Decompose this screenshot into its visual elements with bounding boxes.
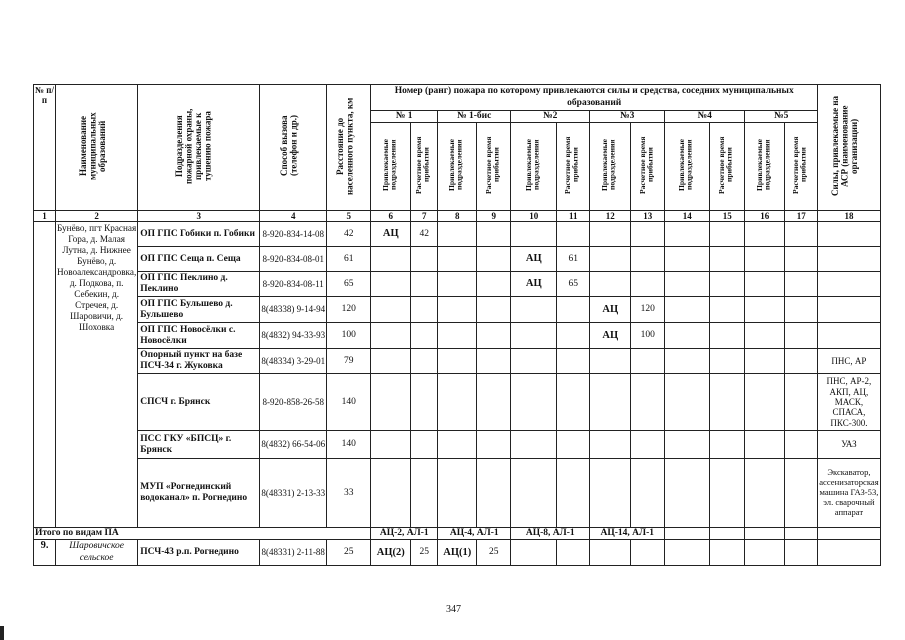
rank5-time: [785, 459, 818, 528]
subheader-time: [411, 123, 438, 211]
col-number: 3: [138, 211, 260, 222]
rank-1bis-header: № 1-бис: [438, 111, 511, 123]
subheader-units-label: Привлекаемые подразделения: [754, 138, 772, 191]
rank4-unit: [665, 459, 710, 528]
rank5-unit: [745, 272, 785, 297]
rank2-unit: [511, 323, 557, 349]
rank4-unit: [665, 540, 710, 566]
rank4-time: [710, 374, 745, 431]
rank3-time: [631, 540, 665, 566]
rank1bis-unit: АЦ(1): [438, 540, 477, 566]
rank3-unit: [590, 431, 631, 459]
subheader-time: [557, 123, 590, 211]
subheader-time-label: Расчетное время прибытия: [717, 135, 734, 194]
subheader-time: [477, 123, 511, 211]
header-call-cell: [260, 85, 327, 211]
row-num-empty: [34, 222, 56, 528]
subheader-units-label: Привлекаемые подразделения: [380, 138, 398, 191]
rank1bis-unit: [438, 459, 477, 528]
rank1-unit: [371, 323, 411, 349]
rank1bis-time: [477, 222, 511, 247]
rank4-unit: [665, 297, 710, 323]
asr-forces: [818, 222, 880, 247]
column-numbers-row: [34, 211, 881, 222]
subheader-units-label: Привлекаемые подразделения: [677, 138, 694, 191]
rank1bis-time: [477, 323, 511, 349]
row-number: 9.: [34, 540, 56, 566]
subheader-time-label: Расчетное время прибытия: [791, 135, 808, 194]
header-subdivision: Подразделения пожарной охраны, привлекаемые к тушению пожара: [173, 108, 213, 184]
asr-forces: [818, 323, 880, 349]
rank5-time: [785, 272, 818, 297]
table-row: [34, 431, 881, 459]
subheader-units: [371, 123, 411, 211]
rank2-unit: [511, 374, 557, 431]
distance: 61: [327, 247, 371, 272]
unit-name: МУП «Рогнединский водоканал» п. Рогнедино: [138, 459, 260, 528]
rank5-time: [785, 323, 818, 349]
rank2-time: [557, 349, 590, 374]
rank2-time: [557, 323, 590, 349]
unit-name: ПСЧ-43 р.п. Рогнедино: [138, 540, 260, 566]
rank1bis-unit: [438, 247, 477, 272]
page-number: 347: [446, 604, 461, 615]
call-phone: 8(48338) 9-14-94: [260, 297, 327, 323]
rank-3-header: №3: [590, 111, 665, 123]
rank2-unit: АЦ: [511, 272, 557, 297]
rank4-time: [710, 297, 745, 323]
subheader-time-label: Расчетное время прибытия: [637, 135, 655, 194]
rank4-time: [710, 323, 745, 349]
rank2-unit: [511, 349, 557, 374]
rank3-time: [631, 272, 665, 297]
rank1bis-time: [477, 272, 511, 297]
table-row: [34, 459, 881, 528]
rank2-unit: [511, 222, 557, 247]
unit-name: Опорный пункт на базе ПСЧ-34 г. Жуковка: [138, 349, 260, 374]
rank4-time: [710, 349, 745, 374]
rank3-unit: [590, 222, 631, 247]
unit-name: ОП ГПС Сеща п. Сеща: [138, 247, 260, 272]
rank1-unit: [371, 374, 411, 431]
rank1-unit: АЦ: [371, 222, 411, 247]
subheader-units: [745, 123, 785, 211]
rank-2-header: №2: [511, 111, 590, 123]
rank4-unit: [665, 374, 710, 431]
rank1bis-unit: [438, 272, 477, 297]
rank3-unit: [590, 247, 631, 272]
col-number: 7: [411, 211, 438, 222]
subheader-units: [590, 123, 631, 211]
total-empty: [710, 528, 745, 540]
col-number: 9: [477, 211, 511, 222]
rank1-time: [411, 431, 438, 459]
subheader-time-label: Расчетное время прибытия: [563, 135, 580, 194]
col-number: 8: [438, 211, 477, 222]
distance: 100: [327, 323, 371, 349]
rank-1-header: № 1: [371, 111, 438, 123]
total-empty: [665, 528, 710, 540]
rank1bis-time: [477, 297, 511, 323]
rank3-time: [631, 374, 665, 431]
subheader-units-label: Привлекаемые подразделения: [447, 138, 464, 191]
rank1-time: [411, 297, 438, 323]
rank2-time: [557, 222, 590, 247]
unit-name: ПСС ГКУ «БПСЦ» г. Брянск: [138, 431, 260, 459]
rank1bis-time: [477, 247, 511, 272]
col-number: 2: [56, 211, 138, 222]
call-phone: 8(4832) 94-33-93: [260, 323, 327, 349]
subheader-units: [511, 123, 557, 211]
rank1bis-unit: [438, 349, 477, 374]
col-number: 16: [745, 211, 785, 222]
rank-4-header: №4: [665, 111, 745, 123]
col-number: 4: [260, 211, 327, 222]
rank1-unit: [371, 431, 411, 459]
header-distance-cell: [327, 85, 371, 211]
subheader-units-label: Привлекаемые подразделения: [600, 138, 617, 191]
rank5-unit: [745, 459, 785, 528]
col-number: 17: [785, 211, 818, 222]
rank3-time: [631, 349, 665, 374]
rank-5-header: №5: [745, 111, 818, 123]
rank1-time: [411, 459, 438, 528]
header-distance: Расстояние до населенного пункта, км: [334, 97, 355, 195]
rank3-unit: [590, 374, 631, 431]
rank1bis-time: [477, 349, 511, 374]
rank1bis-time: [477, 459, 511, 528]
header-call: Способ вызова (телефон и др.): [279, 115, 299, 177]
rank1-unit: [371, 272, 411, 297]
header-subdivision-cell: [138, 85, 260, 211]
col-number: 11: [557, 211, 590, 222]
rank1-time: [411, 349, 438, 374]
subheader-time-label: Расчетное время прибытия: [414, 135, 431, 194]
table-row: [34, 349, 881, 374]
rank5-time: [785, 297, 818, 323]
total-rank3: АЦ-14, АЛ-1: [590, 528, 665, 540]
rank1-time: [411, 272, 438, 297]
rank5-time: [785, 431, 818, 459]
unit-name: ОП ГПС Пеклино д. Пеклино: [138, 272, 260, 297]
table-row: [34, 374, 881, 431]
total-row: [34, 528, 881, 540]
rank4-time: [710, 272, 745, 297]
fire-response-table: [33, 84, 881, 566]
rank5-unit: [745, 540, 785, 566]
rank1-unit: АЦ(2): [371, 540, 411, 566]
rank3-time: 120: [631, 297, 665, 323]
col-number: 1: [34, 211, 56, 222]
asr-forces: [818, 247, 880, 272]
distance: 65: [327, 272, 371, 297]
rank1bis-time: [477, 431, 511, 459]
rank4-time: [710, 431, 745, 459]
subheader-time: [631, 123, 665, 211]
distance: 33: [327, 459, 371, 528]
rank5-time: [785, 349, 818, 374]
subheader-units: [665, 123, 710, 211]
rank5-unit: [745, 323, 785, 349]
rank5-time: [785, 540, 818, 566]
distance: 25: [327, 540, 371, 566]
rank2-time: 61: [557, 247, 590, 272]
rank3-time: [631, 222, 665, 247]
subheader-units-label: Привлекаемые подразделения: [523, 138, 541, 191]
distance: 42: [327, 222, 371, 247]
table-row: [34, 222, 881, 247]
fire-response-table-sheet: [33, 84, 881, 566]
rank2-unit: [511, 431, 557, 459]
rank5-unit: [745, 431, 785, 459]
rank5-unit: [745, 374, 785, 431]
rank4-unit: [665, 247, 710, 272]
col-number: 5: [327, 211, 371, 222]
rank1bis-unit: [438, 323, 477, 349]
rank5-unit: [745, 222, 785, 247]
rank4-unit: [665, 272, 710, 297]
col-number: 18: [818, 211, 880, 222]
rank2-unit: [511, 540, 557, 566]
header-asr-cell: [818, 85, 880, 211]
unit-name: ОП ГПС Гобики п. Гобики: [138, 222, 260, 247]
rank4-time: [710, 222, 745, 247]
table-row: [34, 323, 881, 349]
rank4-unit: [665, 349, 710, 374]
rank2-time: [557, 459, 590, 528]
rank1bis-unit: [438, 431, 477, 459]
distance: 79: [327, 349, 371, 374]
rank2-time: [557, 374, 590, 431]
call-phone: 8-920-858-26-58: [260, 374, 327, 431]
subheader-units: [438, 123, 477, 211]
header-municipality-cell: [56, 85, 138, 211]
table-row: [34, 540, 881, 566]
table-row: [34, 297, 881, 323]
rank1-unit: [371, 297, 411, 323]
rank5-time: [785, 222, 818, 247]
rank1-time: [411, 323, 438, 349]
call-phone: 8-920-834-14-08: [260, 222, 327, 247]
total-rank1bis: АЦ-4, АЛ-1: [438, 528, 511, 540]
rank5-unit: [745, 349, 785, 374]
rank2-unit: [511, 459, 557, 528]
rank3-unit: [590, 540, 631, 566]
rank3-time: [631, 459, 665, 528]
table-row: [34, 272, 881, 297]
rank2-time: [557, 540, 590, 566]
unit-name: ОП ГПС Новосёлки с. Новосёлки: [138, 323, 260, 349]
col-number: 6: [371, 211, 411, 222]
asr-forces: ПНС, АР: [818, 349, 880, 374]
col-number: 10: [511, 211, 557, 222]
municipality-name: Шаровичское сельское: [56, 540, 138, 566]
subheader-time: [710, 123, 745, 211]
call-phone: 8(4832) 66-54-06: [260, 431, 327, 459]
rank1-time: 25: [411, 540, 438, 566]
rank5-time: [785, 247, 818, 272]
rank2-unit: [511, 297, 557, 323]
call-phone: 8-920-834-08-01: [260, 247, 327, 272]
municipality-list: Бунёво, пгт Красная Гора, д. Малая Лутна, д. Нижнее Бунёво, д. Новоалександровка, д. Подкова, п. Себекин, д. Стречея, д. Шаровичи, д. Шоховка: [56, 222, 138, 528]
rank2-time: [557, 297, 590, 323]
rank1-unit: [371, 349, 411, 374]
rank1-unit: [371, 459, 411, 528]
call-phone: 8-920-834-08-11: [260, 272, 327, 297]
scan-edge-mark: [0, 626, 4, 640]
total-empty: [818, 528, 880, 540]
call-phone: 8(48331) 2-13-33: [260, 459, 327, 528]
asr-forces: [818, 272, 880, 297]
rank4-time: [710, 247, 745, 272]
col-number: 12: [590, 211, 631, 222]
distance: 120: [327, 297, 371, 323]
col-number: 14: [665, 211, 710, 222]
rank5-unit: [745, 297, 785, 323]
total-rank2: АЦ-8, АЛ-1: [511, 528, 590, 540]
rank4-unit: [665, 431, 710, 459]
rank1bis-unit: [438, 297, 477, 323]
rank3-unit: [590, 272, 631, 297]
rank1-time: 42: [411, 222, 438, 247]
rank1bis-unit: [438, 374, 477, 431]
call-phone: 8(48334) 3-29-01: [260, 349, 327, 374]
total-empty: [745, 528, 785, 540]
asr-forces: Экскаватор, ассенизаторская машина ГАЗ-53, эл. сварочный аппарат: [818, 459, 880, 528]
call-phone: 8(48331) 2-11-88: [260, 540, 327, 566]
header-num: № п/п: [34, 85, 56, 211]
rank1-time: [411, 374, 438, 431]
header-municipality: Наименование муниципальных образований: [77, 111, 107, 180]
rank1bis-unit: [438, 222, 477, 247]
rank3-unit: АЦ: [590, 297, 631, 323]
rank3-time: [631, 431, 665, 459]
rank4-time: [710, 540, 745, 566]
subheader-time: [785, 123, 818, 211]
rank1bis-time: [477, 374, 511, 431]
total-rank1: АЦ-2, АЛ-1: [371, 528, 438, 540]
rank4-unit: [665, 222, 710, 247]
asr-forces: УАЗ: [818, 431, 880, 459]
asr-forces: [818, 540, 880, 566]
rank3-time: 100: [631, 323, 665, 349]
rank3-unit: [590, 349, 631, 374]
col-number: 13: [631, 211, 665, 222]
table-row: [34, 247, 881, 272]
rank1bis-time: 25: [477, 540, 511, 566]
rank4-unit: [665, 323, 710, 349]
rank5-time: [785, 374, 818, 431]
asr-forces: ПНС, АР-2, АКП, АЦ, МАСК, СПАСА, ПКС-300.: [818, 374, 880, 431]
rank2-time: [557, 431, 590, 459]
unit-name: СПСЧ г. Брянск: [138, 374, 260, 431]
header-fire-rank: Номер (ранг) пожара по которому привлекаются силы и средства, соседних муниципальных образований: [371, 85, 818, 111]
rank3-unit: [590, 459, 631, 528]
distance: 140: [327, 374, 371, 431]
rank4-time: [710, 459, 745, 528]
rank5-unit: [745, 247, 785, 272]
header-asr: Силы, привлекаемые на АСР (наименование организации): [829, 95, 859, 196]
unit-name: ОП ГПС Бульшево д. Бульшево: [138, 297, 260, 323]
col-number: 15: [710, 211, 745, 222]
total-empty: [785, 528, 818, 540]
total-label: Итого по видам ПА: [34, 528, 371, 540]
asr-forces: [818, 297, 880, 323]
rank3-time: [631, 247, 665, 272]
rank2-time: 65: [557, 272, 590, 297]
distance: 140: [327, 431, 371, 459]
rank3-unit: АЦ: [590, 323, 631, 349]
subheader-time-label: Расчетное время прибытия: [483, 135, 501, 194]
rank1-time: [411, 247, 438, 272]
rank2-unit: АЦ: [511, 247, 557, 272]
rank1-unit: [371, 247, 411, 272]
